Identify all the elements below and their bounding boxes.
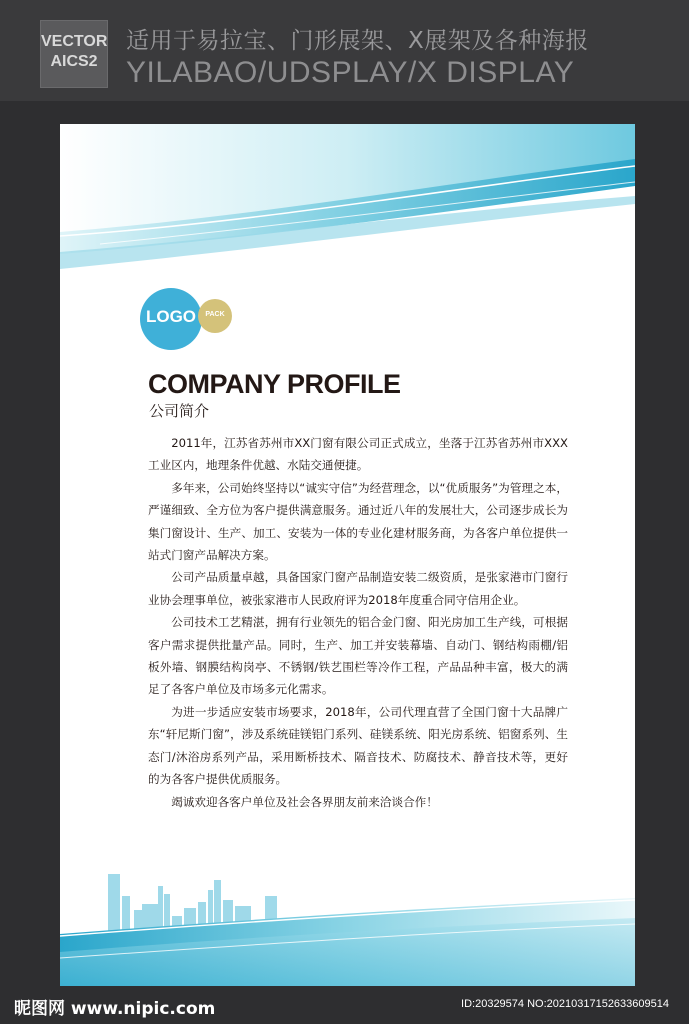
watermark-brand: 昵图网 www.nipic.com — [14, 999, 216, 1019]
vector-badge — [40, 20, 108, 88]
bottom-wave-skyline-decoration — [60, 866, 635, 986]
pack-text: PACK — [205, 311, 225, 318]
profile-paragraph: 公司技术工艺精湛，拥有行业领先的铝合金门窗、阳光房加工生产线，可根据客户需求提供批量产品。同时，生产、加工并安装幕墙、自动门、钢结构雨棚/铝板外墙、钢膜结构岗亭、不锈钢/铁艺围栏等冷作工程，产品品种丰富，极大的满足了各客户单位及市场多元化需求。 — [148, 615, 568, 697]
profile-paragraph: 为进一步适应安装市场要求，2018年，公司代理直营了全国门窗十大品牌广东“轩尼斯门窗”，涉及系统硅镁铝门系列、硅镁系统、阳光房系统、铝窗系列、生态门/沐浴房系列产品，采用断桥技术、隔音技术、防腐技术、静音技术等，更好的为各客户提供优质服务。 — [148, 704, 568, 787]
badge-line1: VECTOR — [41, 33, 108, 50]
header-title-en: YILABAO/UDSPLAY/X DISPLAY — [126, 56, 575, 89]
header-bar — [0, 0, 689, 101]
profile-body — [148, 432, 568, 813]
badge-line2: AICS2 — [50, 53, 98, 70]
logo-text: LOGO — [145, 307, 197, 326]
header-title-cn: 适用于易拉宝、门形展架、X展架及各种海报 — [126, 28, 589, 54]
profile-paragraph: 2011年，江苏省苏州市XX门窗有限公司正式成立，坐落于江苏省苏州市XXX工业区内，地理条件优越、水陆交通便捷。 — [148, 436, 568, 473]
profile-paragraph: 公司产品质量卓越，具备国家门窗产品制造安装二级资质，是张家港市门窗行业协会理事单位，被张家港市人民政府评为2018年度重合同守信用企业。 — [148, 570, 568, 607]
poster — [60, 124, 635, 986]
profile-paragraph: 多年来，公司始终坚持以“诚实守信”为经营理念，以“优质服务”为管理之本，严谨细致、全方位为客户提供满意服务。通过近八年的发展壮大，公司逐步成长为集门窗设计、生产、加工、安装为一体的专业化建材服务商，为各客户单位提供一站式门窗产品解决方案。 — [148, 480, 568, 563]
company-profile-title: COMPANY PROFILE — [148, 369, 401, 399]
company-profile-subtitle: 公司简介 — [149, 402, 210, 420]
watermark-id: ID:20329574 NO:20210317152633609514 — [461, 998, 669, 1010]
top-wave-decoration — [60, 124, 635, 284]
profile-paragraph: 竭诚欢迎各客户单位及社会各界朋友前来洽谈合作！ — [171, 794, 438, 809]
